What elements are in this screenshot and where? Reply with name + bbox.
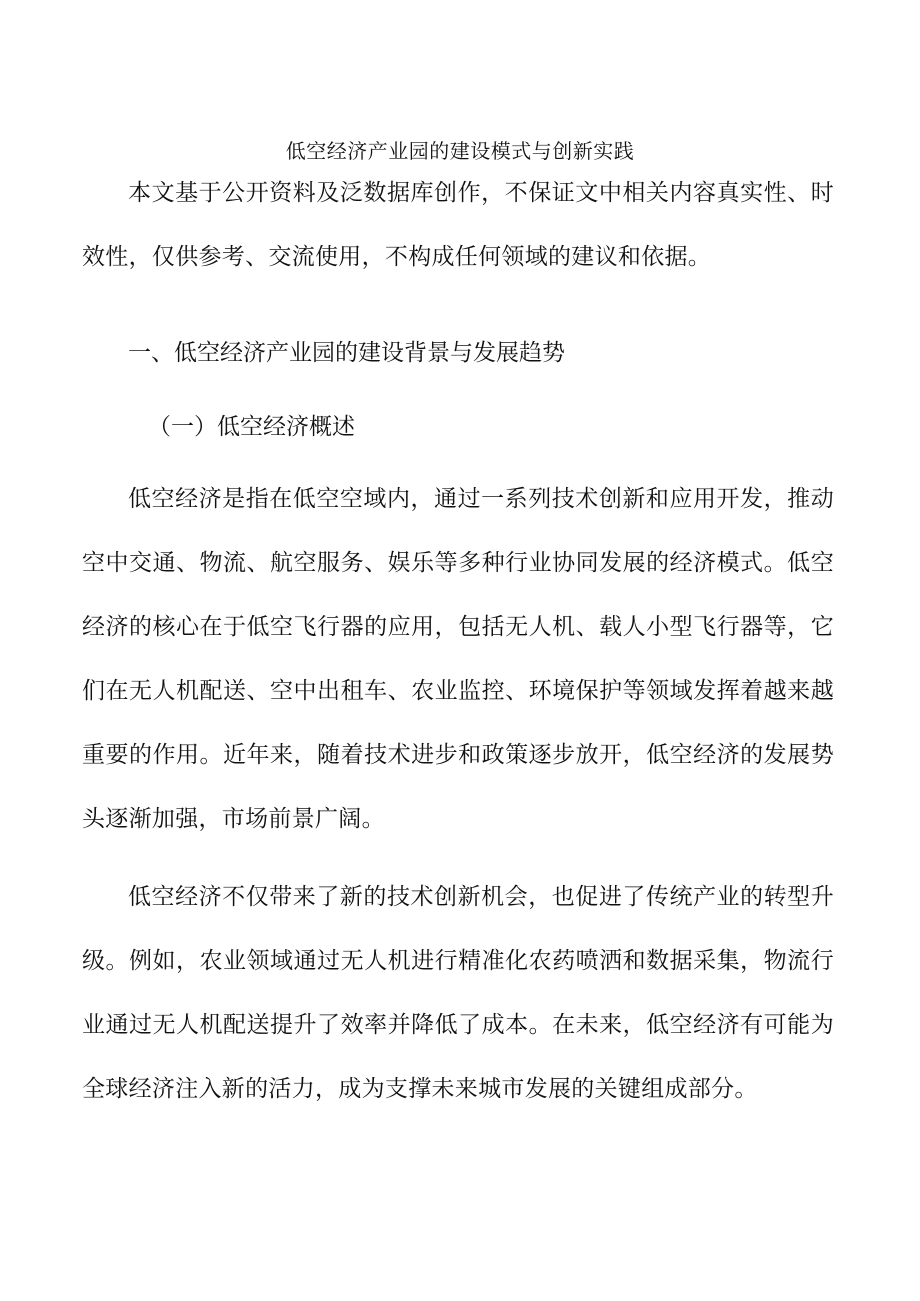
section-heading: 一、低空经济产业园的建设背景与发展趋势 xyxy=(128,340,565,366)
document-title: 低空经济产业园的建设模式与创新实践 xyxy=(285,139,635,163)
subsection-heading: （一）低空经济概述 xyxy=(148,414,355,440)
body-paragraph-1: 低空经济是指在低空空域内，通过一系列技术创新和应用开发，推动空中交通、物流、航空服务、娱乐等多种行业协同发展的经济模式。低空经济的核心在于低空飞行器的应用，包括无人机、载人小型飞行器等，它们在无人机配送、空中出租车、农业监控、环境保护等领域发挥着越来越重要的作用。近年来，随着技术进步和政策逐步放开，低空经济的发展势头逐渐加强，市场前景广阔。 xyxy=(82,486,834,832)
disclaimer-paragraph: 本文基于公开资料及泛数据库创作，不保证文中相关内容真实性、时效性，仅供参考、交流使用，不构成任何领域的建议和依据。 xyxy=(82,180,834,270)
body-paragraph-2: 低空经济不仅带来了新的技术创新机会，也促进了传统产业的转型升级。例如，农业领域通过无人机进行精准化农药喷洒和数据采集，物流行业通过无人机配送提升了效率并降低了成本。在未来，低空经济有可能为全球经济注入新的活力，成为支撑未来城市发展的关键组成部分。 xyxy=(82,884,834,1102)
